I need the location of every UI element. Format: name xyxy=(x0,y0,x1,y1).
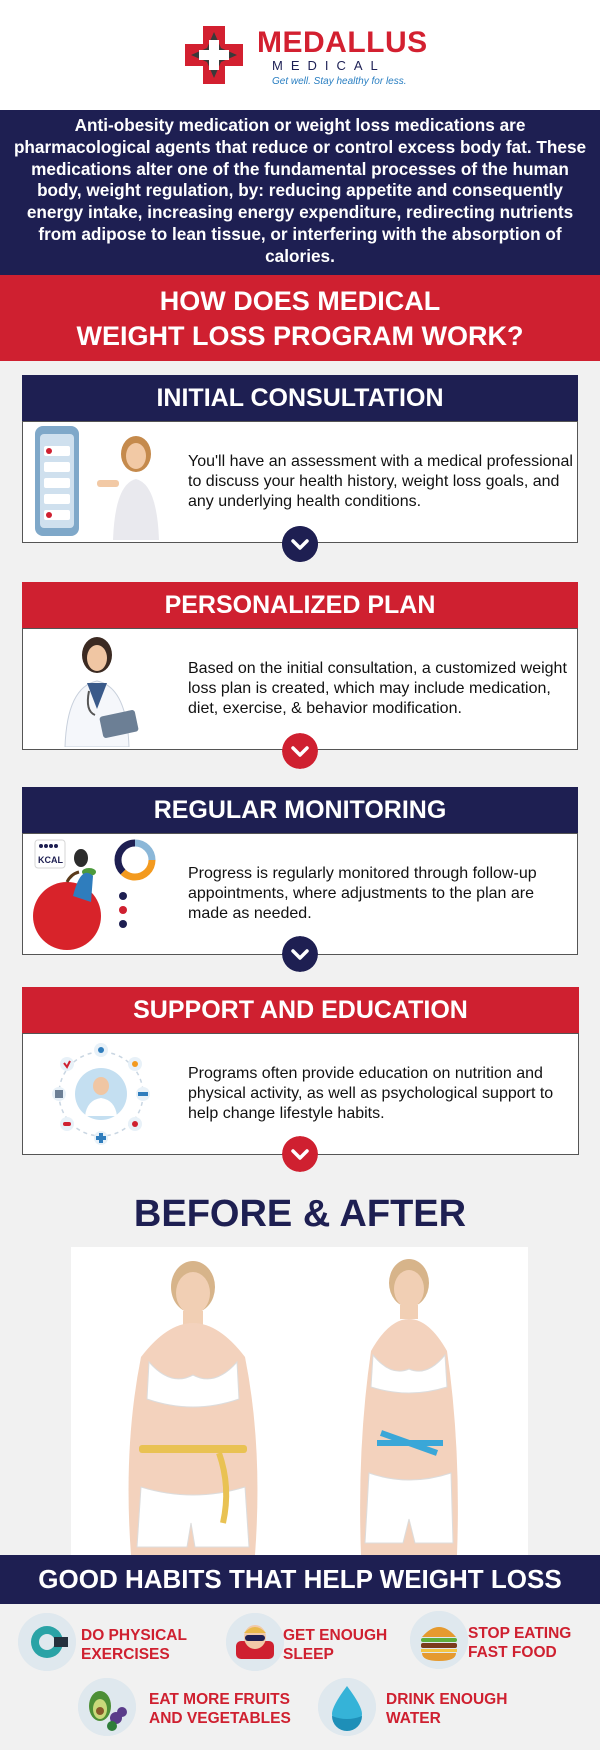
habit-label: STOP EATING FAST FOOD xyxy=(468,1625,572,1661)
doctor-with-tablet-illustration xyxy=(31,631,171,747)
step-text-regular-monitoring: Progress is regularly monitored through follow-up appointments, where adjustments to the plan are made as needed. xyxy=(188,865,537,922)
step-card-personalized-plan xyxy=(22,628,578,750)
step-title-support-and-education: SUPPORT AND EDUCATION xyxy=(22,987,579,1033)
woman-with-phone-illustration xyxy=(31,424,171,540)
header xyxy=(0,0,600,110)
chevron-down-icon xyxy=(282,526,318,562)
habit-label: DO PHYSICAL EXERCISES xyxy=(81,1627,187,1663)
doctor-health-icons-illustration xyxy=(31,1036,171,1152)
before-after-title: BEFORE & AFTER xyxy=(133,1193,467,1235)
fruits-icon xyxy=(78,1678,136,1736)
how-it-works-banner xyxy=(0,275,600,361)
step-title-regular-monitoring: REGULAR MONITORING xyxy=(22,787,578,833)
step-text-personalized-plan: Based on the initial consultation, a customized weight loss plan is created, which may include medication, diet, exercise, & behavior modification. xyxy=(188,660,567,717)
brand-name: MEDALLUS xyxy=(257,26,428,59)
how-title-line-1: HOW DOES MEDICAL xyxy=(159,286,441,316)
habit-fast-food xyxy=(410,1611,595,1673)
habit-fruits-vegetables xyxy=(78,1676,308,1740)
habit-physical-exercise xyxy=(18,1611,208,1673)
step-title-initial-consultation: INITIAL CONSULTATION xyxy=(22,375,578,421)
chevron-down-icon xyxy=(282,733,318,769)
step-title-personalized-plan: PERSONALIZED PLAN xyxy=(22,582,578,628)
step-text-support-and-education: Programs often provide education on nutrition and physical activity, as well as psychological support to help change lifestyle habits. xyxy=(188,1065,554,1122)
habit-label: GET ENOUGH SLEEP xyxy=(283,1627,388,1663)
kcal-label: KCAL xyxy=(38,855,63,865)
habits-title: GOOD HABITS THAT HELP WEIGHT LOSS xyxy=(0,1555,600,1604)
habit-drink-water xyxy=(318,1676,518,1740)
brand-tagline: Get well. Stay healthy for less. xyxy=(272,76,407,87)
habit-label: DRINK ENOUGH WATER xyxy=(386,1691,508,1727)
step-text-initial-consultation: You'll have an assessment with a medical professional to discuss your health history, weight loss goals, and any underlying health conditions. xyxy=(188,453,573,510)
step-card-initial-consultation xyxy=(22,421,578,543)
brand-sub: MEDICAL xyxy=(272,58,386,73)
habit-sleep xyxy=(226,1611,396,1673)
chevron-down-icon xyxy=(282,1136,318,1172)
exercise-icon xyxy=(18,1613,76,1671)
intro-paragraph: Anti-obesity medication or weight loss medications are pharmacological agents that reduce or control excess body fat. These medications alter one of the fundamental processes of the human body, weight regulation, by: reducing appetite and consequently energy intake, increasing energy expenditure, redirecting nutrients from adipose to lean tissue, or interfering with the absorption of calories. xyxy=(0,110,600,275)
apple-kcal-chart-illustration xyxy=(31,836,171,952)
chevron-down-icon xyxy=(282,936,318,972)
medallus-cross-logo-icon xyxy=(181,22,247,88)
how-title-line-2: WEIGHT LOSS PROGRAM WORK? xyxy=(76,321,524,351)
burger-icon xyxy=(410,1611,468,1669)
sleep-icon xyxy=(226,1613,284,1671)
water-drop-icon xyxy=(318,1678,376,1736)
habit-label: EAT MORE FRUITS AND VEGETABLES xyxy=(149,1691,291,1727)
before-after-photo xyxy=(71,1247,528,1555)
